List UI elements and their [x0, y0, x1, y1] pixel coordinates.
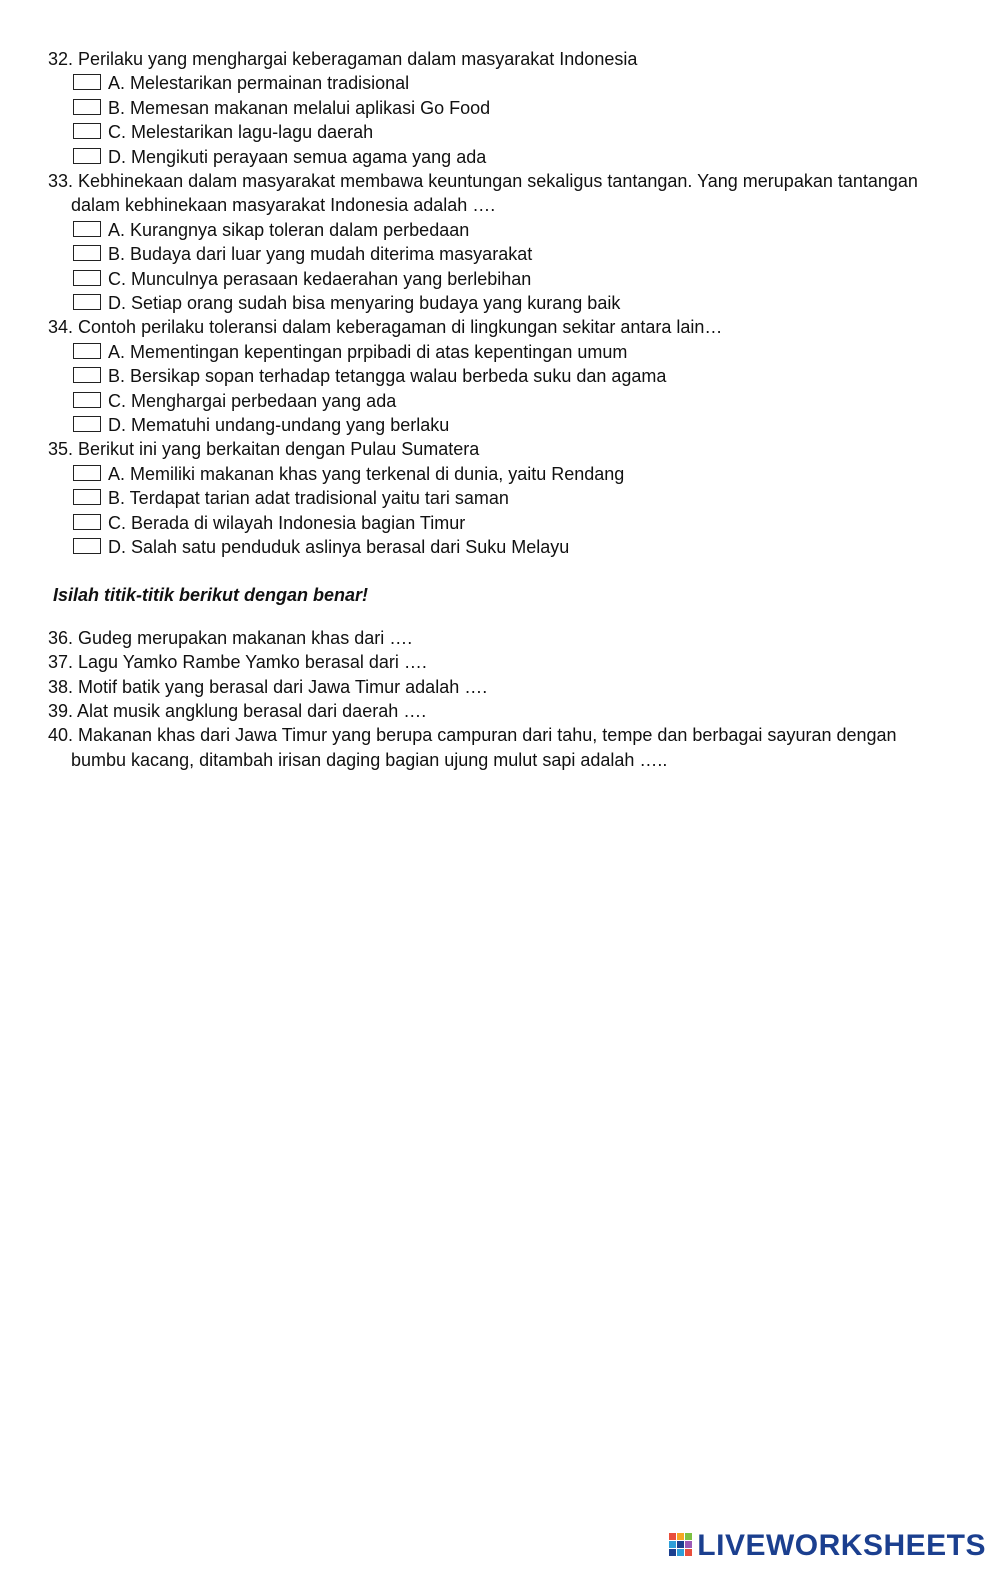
liveworksheets-brand[interactable]	[669, 1529, 986, 1563]
answer-checkbox[interactable]	[73, 245, 101, 261]
option-row	[48, 96, 958, 120]
answer-checkbox[interactable]	[73, 270, 101, 286]
option-row	[48, 535, 958, 559]
option-label: A. Kurangnya sikap toleran dalam perbedaan	[108, 219, 470, 240]
fill-question-38: 38. Motif batik yang berasal dari Jawa Timur adalah ….	[48, 676, 488, 697]
question-text: 35. Berikut ini yang berkaitan dengan Pulau Sumatera	[48, 439, 480, 460]
answer-checkbox[interactable]	[73, 416, 101, 432]
answer-checkbox[interactable]	[73, 392, 101, 408]
option-label: D. Mematuhi undang-undang yang berlaku	[108, 414, 450, 435]
option-row	[48, 291, 958, 315]
option-row	[48, 389, 958, 413]
fill-question-40-continued: bumbu kacang, ditambah irisan daging bagian ujung mulut sapi adalah …..	[71, 749, 668, 770]
fill-question-39: 39. Alat musik angklung berasal dari daerah ….	[48, 700, 427, 721]
worksheet	[48, 47, 958, 772]
question-33	[48, 169, 958, 315]
answer-checkbox[interactable]	[73, 514, 101, 530]
brand-name: LIVEWORKSHEETS	[697, 1529, 986, 1562]
option-row	[48, 267, 958, 291]
option-label: D. Mengikuti perayaan semua agama yang ada	[108, 146, 487, 167]
answer-checkbox[interactable]	[73, 221, 101, 237]
answer-checkbox[interactable]	[73, 343, 101, 359]
answer-checkbox[interactable]	[73, 367, 101, 383]
option-label: B. Bersikap sopan terhadap tetangga walau berbeda suku dan agama	[108, 366, 667, 387]
option-label: C. Menghargai perbedaan yang ada	[108, 390, 397, 411]
question-32	[48, 47, 958, 169]
question-35	[48, 437, 958, 559]
answer-checkbox[interactable]	[73, 465, 101, 481]
section-title: Isilah titik-titik berikut dengan benar!	[53, 585, 369, 606]
option-row	[48, 242, 958, 266]
answer-checkbox[interactable]	[73, 74, 101, 90]
answer-checkbox[interactable]	[73, 489, 101, 505]
question-text: 34. Contoh perilaku toleransi dalam keberagaman di lingkungan sekitar antara lain…	[48, 317, 723, 338]
option-label: C. Berada di wilayah Indonesia bagian Timur	[108, 512, 466, 533]
option-label: A. Mementingan kepentingan prpibadi di atas kepentingan umum	[108, 341, 628, 362]
option-row	[48, 218, 958, 242]
option-label: B. Memesan makanan melalui aplikasi Go Food	[108, 97, 491, 118]
question-text-continued: dalam kebhinekaan masyarakat Indonesia adalah ….	[71, 195, 496, 216]
answer-checkbox[interactable]	[73, 294, 101, 310]
option-label: C. Munculnya perasaan kedaerahan yang berlebihan	[108, 268, 532, 289]
fill-question-37: 37. Lagu Yamko Rambe Yamko berasal dari ….	[48, 652, 427, 673]
option-label: A. Melestarikan permainan tradisional	[108, 73, 410, 94]
answer-checkbox[interactable]	[73, 148, 101, 164]
answer-checkbox[interactable]	[73, 538, 101, 554]
option-row	[48, 120, 958, 144]
option-row	[48, 511, 958, 535]
fill-question-36: 36. Gudeg merupakan makanan khas dari ….	[48, 627, 413, 648]
option-label: D. Salah satu penduduk aslinya berasal dari Suku Melayu	[108, 536, 570, 557]
option-label: D. Setiap orang sudah bisa menyaring budaya yang kurang baik	[108, 292, 621, 313]
option-row	[48, 340, 958, 364]
fill-question-40: 40. Makanan khas dari Jawa Timur yang berupa campuran dari tahu, tempe dan berbagai sayuran dengan	[48, 725, 897, 746]
option-row	[48, 413, 958, 437]
option-row	[48, 364, 958, 388]
option-row	[48, 145, 958, 169]
liveworksheets-logo-icon	[669, 1533, 693, 1559]
option-row	[48, 71, 958, 95]
option-row	[48, 486, 958, 510]
answer-checkbox[interactable]	[73, 99, 101, 115]
question-34	[48, 315, 958, 437]
option-label: B. Budaya dari luar yang mudah diterima masyarakat	[108, 244, 533, 265]
option-row	[48, 462, 958, 486]
answer-checkbox[interactable]	[73, 123, 101, 139]
fill-in-section	[48, 583, 958, 772]
option-label: A. Memiliki makanan khas yang terkenal di dunia, yaitu Rendang	[108, 463, 625, 484]
option-label: B. Terdapat tarian adat tradisional yaitu tari saman	[108, 488, 509, 509]
option-label: C. Melestarikan lagu-lagu daerah	[108, 122, 374, 143]
question-text: 33. Kebhinekaan dalam masyarakat membawa keuntungan sekaligus tantangan. Yang merupakan tantangan	[48, 170, 918, 191]
question-text: 32. Perilaku yang menghargai keberagaman dalam masyarakat Indonesia	[48, 49, 638, 69]
